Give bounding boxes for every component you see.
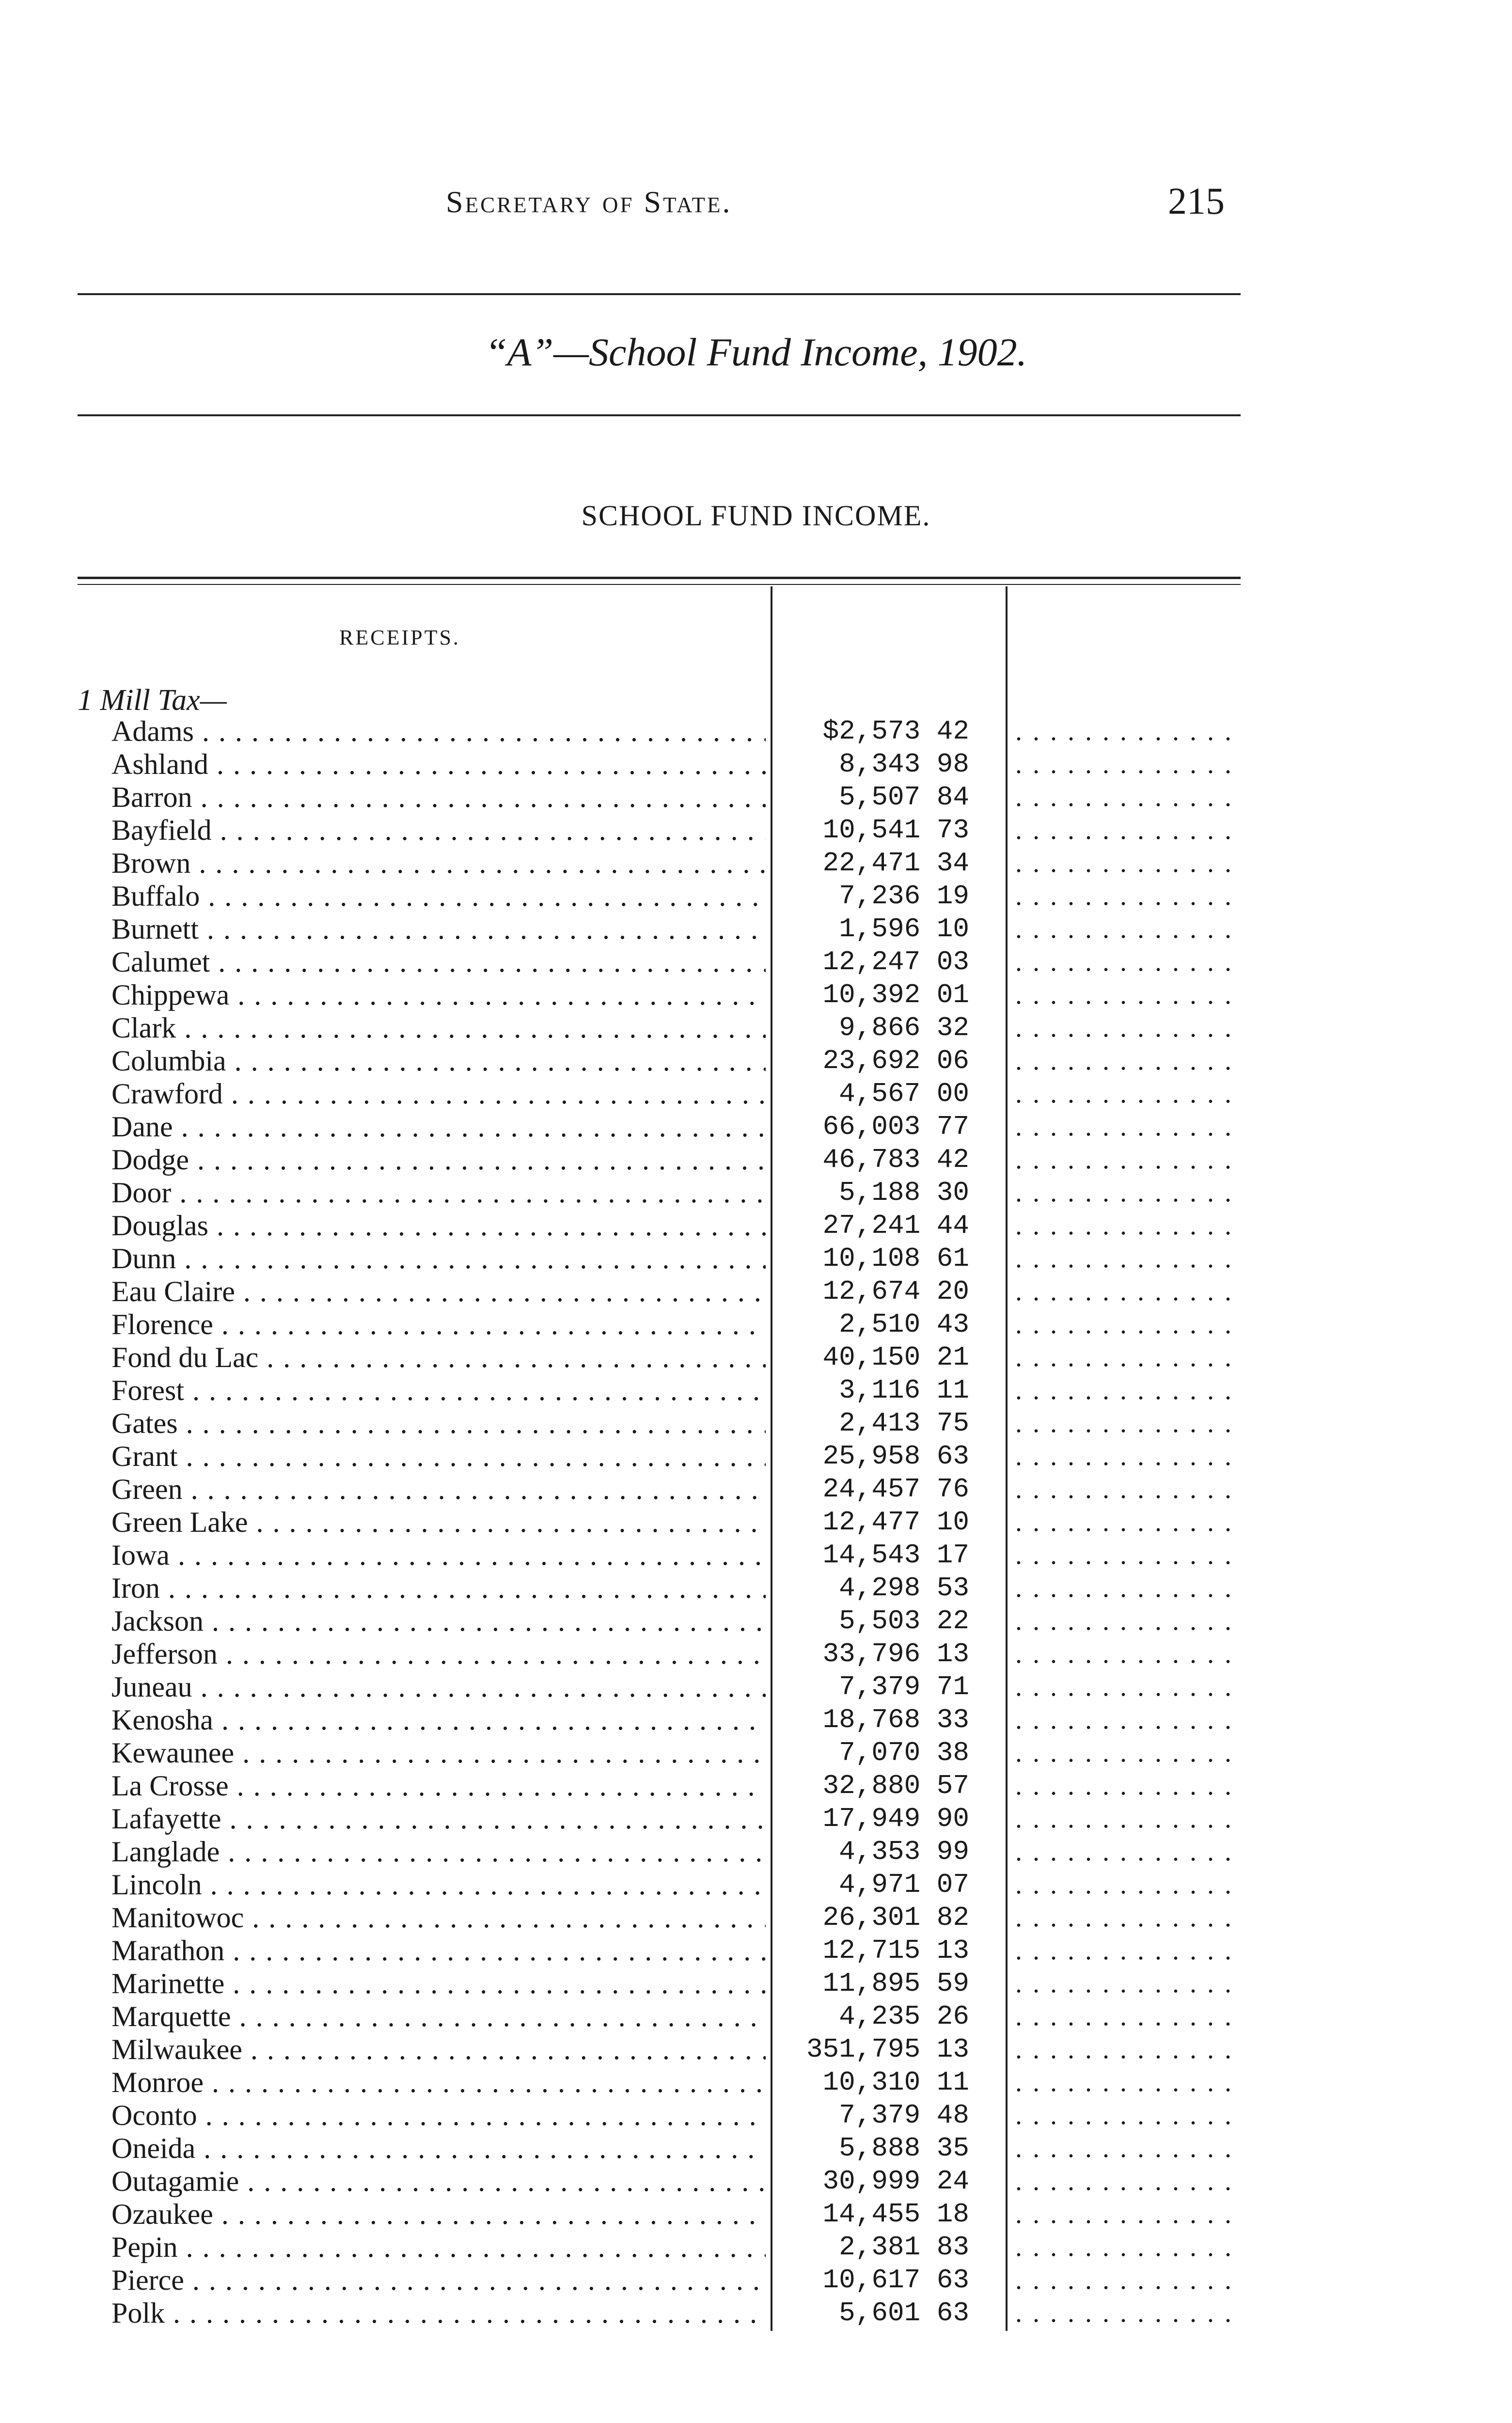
amount-value: 4,567 00	[839, 1078, 969, 1109]
empty-column-leader	[1015, 2165, 1243, 2198]
table-row	[0, 880, 1512, 913]
empty-column-leader	[1015, 1802, 1243, 1835]
amount-value: 1,596 10	[839, 913, 969, 944]
receipts-column-header: RECEIPTS.	[339, 626, 460, 649]
amount-value: 12,715 13	[822, 1935, 969, 1966]
table-row	[0, 1341, 1512, 1374]
county-name: Grant . . .	[111, 1440, 766, 1473]
amount-value: 5,888 35	[839, 2133, 969, 2164]
empty-column-leader	[1015, 1769, 1243, 1802]
table-row	[0, 2165, 1512, 2198]
table-top-rule-thin	[78, 584, 1241, 585]
county-name: Brown . . .	[111, 847, 766, 880]
table-row	[0, 2198, 1512, 2231]
empty-column-leader	[1015, 2099, 1243, 2132]
empty-column-leader	[1015, 715, 1243, 748]
empty-column-leader	[1015, 847, 1243, 880]
empty-column-leader	[1015, 1506, 1243, 1539]
section-title: SCHOOL FUND INCOME.	[581, 500, 931, 532]
table-row	[0, 978, 1512, 1011]
county-name: Fond du Lac . . .	[111, 1341, 766, 1374]
empty-column-leader	[1015, 2231, 1243, 2264]
table-row	[0, 1440, 1512, 1473]
county-name: Bayfield . . .	[111, 814, 766, 847]
table-row	[0, 1275, 1512, 1308]
county-name: Eau Claire . . .	[111, 1275, 766, 1308]
empty-column-leader	[1015, 1242, 1243, 1275]
county-name: Dane . . .	[111, 1110, 766, 1143]
amount-value: 25,958 63	[822, 1441, 969, 1472]
empty-column-leader	[1015, 1835, 1243, 1868]
amount-value: 22,471 34	[822, 848, 969, 879]
county-name: Juneau . . .	[111, 1670, 766, 1703]
empty-column-leader	[1015, 1967, 1243, 2000]
amount-value: 27,241 44	[822, 1210, 969, 1241]
amount-value: 66,003 77	[822, 1111, 969, 1142]
title-rule	[78, 414, 1241, 416]
amount-value: 4,971 07	[839, 1869, 969, 1900]
county-name: Burnett . . .	[111, 913, 766, 945]
amount-value: 5,507 84	[839, 782, 969, 813]
table-row	[0, 1143, 1512, 1176]
amount-value: $2,573 42	[822, 716, 969, 747]
table-row	[0, 1868, 1512, 1901]
table-row	[0, 1176, 1512, 1209]
county-name: Iowa . . .	[111, 1539, 766, 1572]
empty-column-leader	[1015, 1143, 1243, 1176]
empty-column-leader	[1015, 1440, 1243, 1473]
county-name: Oneida . . .	[111, 2132, 766, 2165]
empty-column-leader	[1015, 1901, 1243, 1934]
empty-column-leader	[1015, 913, 1243, 945]
empty-column-leader	[1015, 1374, 1243, 1407]
table-row	[0, 2099, 1512, 2132]
empty-column-leader	[1015, 1407, 1243, 1440]
empty-column-leader	[1015, 2297, 1243, 2329]
amount-value: 4,353 99	[839, 1836, 969, 1867]
empty-column-leader	[1015, 1473, 1243, 1506]
amount-value: 12,674 20	[822, 1276, 969, 1307]
county-name: Calumet . . .	[111, 945, 766, 978]
county-name: Adams . . .	[111, 715, 766, 748]
county-name: Forest . . .	[111, 1374, 766, 1407]
county-name: Lincoln . . .	[111, 1868, 766, 1901]
amount-value: 40,150 21	[822, 1342, 969, 1373]
county-name: Oconto . . .	[111, 2099, 766, 2132]
empty-column-leader	[1015, 1934, 1243, 1967]
empty-column-leader	[1015, 2033, 1243, 2066]
county-name: Pierce . . .	[111, 2264, 766, 2297]
table-row	[0, 1802, 1512, 1835]
table-row	[0, 1835, 1512, 1868]
amount-value: 11,895 59	[822, 1968, 969, 1999]
table-row	[0, 781, 1512, 814]
table-row	[0, 1670, 1512, 1703]
amount-value: 10,617 63	[822, 2265, 969, 2296]
table-row	[0, 1308, 1512, 1341]
table-row	[0, 1077, 1512, 1110]
table-row	[0, 1209, 1512, 1242]
empty-column-leader	[1015, 1703, 1243, 1736]
table-row	[0, 715, 1512, 748]
empty-column-leader	[1015, 1044, 1243, 1077]
empty-column-leader	[1015, 2132, 1243, 2165]
table-row	[0, 1110, 1512, 1143]
table-row	[0, 1539, 1512, 1572]
running-title: Secretary of State.	[446, 185, 732, 219]
amount-value: 2,381 83	[839, 2232, 969, 2263]
amount-value: 7,379 71	[839, 1671, 969, 1702]
empty-column-leader	[1015, 880, 1243, 913]
amount-value: 10,310 11	[822, 2067, 969, 2098]
table-row	[0, 1934, 1512, 1967]
county-name: Dunn . . .	[111, 1242, 766, 1275]
empty-column-leader	[1015, 2264, 1243, 2297]
table-row	[0, 945, 1512, 978]
table-row	[0, 2066, 1512, 2099]
top-rule	[78, 293, 1241, 295]
empty-column-leader	[1015, 1176, 1243, 1209]
empty-column-leader	[1015, 2198, 1243, 2231]
table-row	[0, 2231, 1512, 2264]
empty-column-leader	[1015, 1605, 1243, 1637]
county-name: Lafayette . . .	[111, 1802, 766, 1835]
amount-value: 8,343 98	[839, 749, 969, 780]
amount-value: 5,188 30	[839, 1177, 969, 1208]
amount-value: 12,247 03	[822, 946, 969, 977]
amount-value: 30,999 24	[822, 2166, 969, 2197]
table-row	[0, 1374, 1512, 1407]
table-row	[0, 1011, 1512, 1044]
empty-column-leader	[1015, 1341, 1243, 1374]
county-name: Chippewa . . .	[111, 978, 766, 1011]
amount-value: 2,413 75	[839, 1408, 969, 1439]
county-name: Buffalo . . .	[111, 880, 766, 913]
amount-value: 23,692 06	[822, 1045, 969, 1076]
county-name: Barron . . .	[111, 781, 766, 814]
empty-column-leader	[1015, 1275, 1243, 1308]
amount-value: 18,768 33	[822, 1704, 969, 1735]
amount-value: 7,070 38	[839, 1737, 969, 1768]
table-row	[0, 2000, 1512, 2033]
county-name: Florence . . .	[111, 1308, 766, 1341]
table-row	[0, 1605, 1512, 1637]
receipts-table-body	[0, 715, 1512, 2329]
amount-value: 46,783 42	[822, 1144, 969, 1175]
table-row	[0, 1736, 1512, 1769]
empty-column-leader	[1015, 1308, 1243, 1341]
table-row	[0, 1703, 1512, 1736]
empty-column-leader	[1015, 1736, 1243, 1769]
amount-value: 7,236 19	[839, 881, 969, 912]
empty-column-leader	[1015, 2000, 1243, 2033]
county-name: Dodge . . .	[111, 1143, 766, 1176]
group-label: 1 Mill Tax—	[78, 684, 227, 717]
table-row	[0, 2264, 1512, 2297]
county-name: Columbia . . .	[111, 1044, 766, 1077]
empty-column-leader	[1015, 978, 1243, 1011]
running-head	[0, 174, 1512, 233]
county-name: Iron . . .	[111, 1572, 766, 1605]
table-row	[0, 1407, 1512, 1440]
county-name: Ozaukee . . .	[111, 2198, 766, 2231]
table-row	[0, 1637, 1512, 1670]
amount-value: 10,541 73	[822, 815, 969, 846]
amount-value: 24,457 76	[822, 1474, 969, 1505]
county-name: Green Lake . . .	[111, 1506, 766, 1539]
county-name: Manitowoc . . .	[111, 1901, 766, 1934]
county-name: Douglas . . .	[111, 1209, 766, 1242]
page-number: 215	[1168, 180, 1225, 222]
empty-column-leader	[1015, 748, 1243, 781]
table-row	[0, 1242, 1512, 1275]
county-name: Kewaunee . . .	[111, 1736, 766, 1769]
table-row	[0, 2297, 1512, 2329]
county-name: Door . . .	[111, 1176, 766, 1209]
table-row	[0, 1506, 1512, 1539]
amount-value: 33,796 13	[822, 1638, 969, 1669]
county-name: Crawford . . .	[111, 1077, 766, 1110]
county-name: La Crosse . . .	[111, 1769, 766, 1802]
table-row	[0, 1769, 1512, 1802]
county-name: Outagamie . . .	[111, 2165, 766, 2198]
county-name: Jackson . . .	[111, 1605, 766, 1637]
amount-value: 14,455 18	[822, 2199, 969, 2230]
county-name: Milwaukee . . .	[111, 2033, 766, 2066]
county-name: Kenosha . . .	[111, 1703, 766, 1736]
amount-value: 3,116 11	[839, 1375, 969, 1406]
table-row	[0, 1901, 1512, 1934]
empty-column-leader	[1015, 1572, 1243, 1605]
county-name: Marinette . . .	[111, 1967, 766, 2000]
county-name: Pepin . . .	[111, 2231, 766, 2264]
table-row	[0, 1044, 1512, 1077]
table-row	[0, 748, 1512, 781]
table-row	[0, 913, 1512, 945]
empty-column-leader	[1015, 1539, 1243, 1572]
table-row	[0, 2132, 1512, 2165]
amount-value: 32,880 57	[822, 1770, 969, 1801]
empty-column-leader	[1015, 2066, 1243, 2099]
table-row	[0, 2033, 1512, 2066]
county-name: Jefferson . . .	[111, 1637, 766, 1670]
amount-value: 5,601 63	[839, 2297, 969, 2329]
empty-column-leader	[1015, 1670, 1243, 1703]
county-name: Marquette . . .	[111, 2000, 766, 2033]
county-name: Clark . . .	[111, 1011, 766, 1044]
amount-value: 351,795 13	[806, 2034, 969, 2065]
table-row	[0, 1572, 1512, 1605]
table-row	[0, 814, 1512, 847]
amount-value: 10,108 61	[822, 1243, 969, 1274]
empty-column-leader	[1015, 1077, 1243, 1110]
amount-value: 10,392 01	[822, 979, 969, 1010]
county-name: Green . . .	[111, 1473, 766, 1506]
county-name: Ashland . . .	[111, 748, 766, 781]
amount-value: 4,298 53	[839, 1573, 969, 1604]
amount-value: 17,949 90	[822, 1803, 969, 1834]
amount-value: 14,543 17	[822, 1540, 969, 1571]
county-name: Marathon . . .	[111, 1934, 766, 1967]
empty-column-leader	[1015, 1868, 1243, 1901]
county-name: Gates . . .	[111, 1407, 766, 1440]
empty-column-leader	[1015, 1011, 1243, 1044]
amount-value: 2,510 43	[839, 1309, 969, 1340]
empty-column-leader	[1015, 781, 1243, 814]
amount-value: 4,235 26	[839, 2001, 969, 2032]
empty-column-leader	[1015, 1637, 1243, 1670]
amount-value: 12,477 10	[822, 1507, 969, 1538]
table-title: “A”—School Fund Income, 1902.	[485, 330, 1027, 374]
county-name: Langlade . . .	[111, 1835, 766, 1868]
table-row	[0, 1473, 1512, 1506]
empty-column-leader	[1015, 1209, 1243, 1242]
empty-column-leader	[1015, 1110, 1243, 1143]
county-name: Monroe . . .	[111, 2066, 766, 2099]
amount-value: 26,301 82	[822, 1902, 969, 1933]
table-row	[0, 1967, 1512, 2000]
amount-value: 7,379 48	[839, 2100, 969, 2131]
amount-value: 9,866 32	[839, 1012, 969, 1043]
amount-value: 5,503 22	[839, 1605, 969, 1636]
county-name: Polk . . .	[111, 2297, 766, 2329]
empty-column-leader	[1015, 814, 1243, 847]
table-row	[0, 847, 1512, 880]
empty-column-leader	[1015, 945, 1243, 978]
table-top-rule	[78, 577, 1241, 579]
